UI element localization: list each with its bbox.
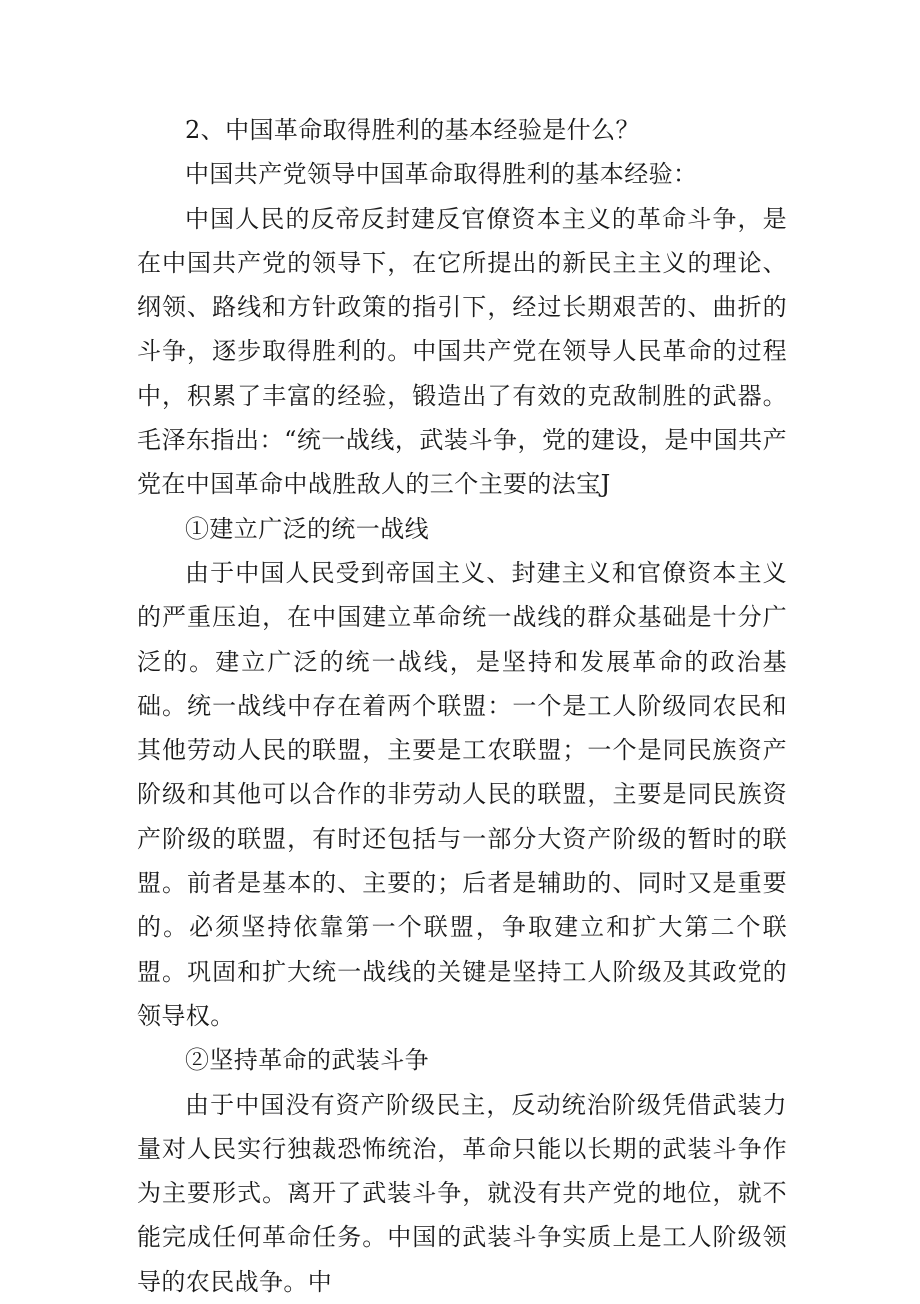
section-heading-armed-struggle: ②坚持革命的武装斗争 <box>185 1046 429 1075</box>
paragraph-armed-struggle: 由于中国没有资产阶级民主，反动统治阶级凭借武装力量对人民实行独裁恐怖统治，革命只能以长期的武装斗争作为主要形式。离开了武装斗争，就没有共产党的地位，就不能完成任何革命任务。中国的武装斗争实质上是工人阶级领导的农民战争。中 <box>137 1090 787 1296</box>
section-heading-united-front: ①建立广泛的统一战线 <box>185 514 429 543</box>
document-body <box>137 108 787 1304</box>
question-heading: 2、中国革命取得胜利的基本经验是什么？ <box>185 116 640 144</box>
paragraph-united-front: 由于中国人民受到帝国主义、封建主义和官僚资本主义的严重压迫，在中国建立革命统一战线的群众基础是十分广泛的。建立广泛的统一战线，是坚持和发展革命的政治基础。统一战线中存在着两个联盟：一个是工人阶级同农民和其他劳动人民的联盟，主要是工农联盟；一个是同民族资产阶级和其他可以合作的非劳动人民的联盟，主要是同民族资产阶级的联盟，有时还包括与一部分大资产阶级的暂时的联盟。前者是基本的、主要的；后者是辅助的、同时又是重要的。必须坚持依靠第一个联盟，争取建立和扩大第二个联盟。巩固和扩大统一战线的关键是坚持工人阶级及其政党的领导权。 <box>137 558 787 1030</box>
answer-intro: 中国共产党领导中国革命取得胜利的基本经验： <box>185 160 698 189</box>
paragraph-overview: 中国人民的反帝反封建反官僚资本主义的革命斗争，是在中国共产党的领导下，在它所提出的新民主主义的理论、纲领、路线和方针政策的指引下，经过长期艰苦的、曲折的斗争，逐步取得胜利的。中国共产党在领导人民革命的过程中，积累了丰富的经验，锻造出了有效的克敌制胜的武器。毛泽东指出：“统一战线，武装斗争，党的建设，是中国共产党在中国革命中战胜敌人的三个主要的法宝J <box>137 204 787 499</box>
